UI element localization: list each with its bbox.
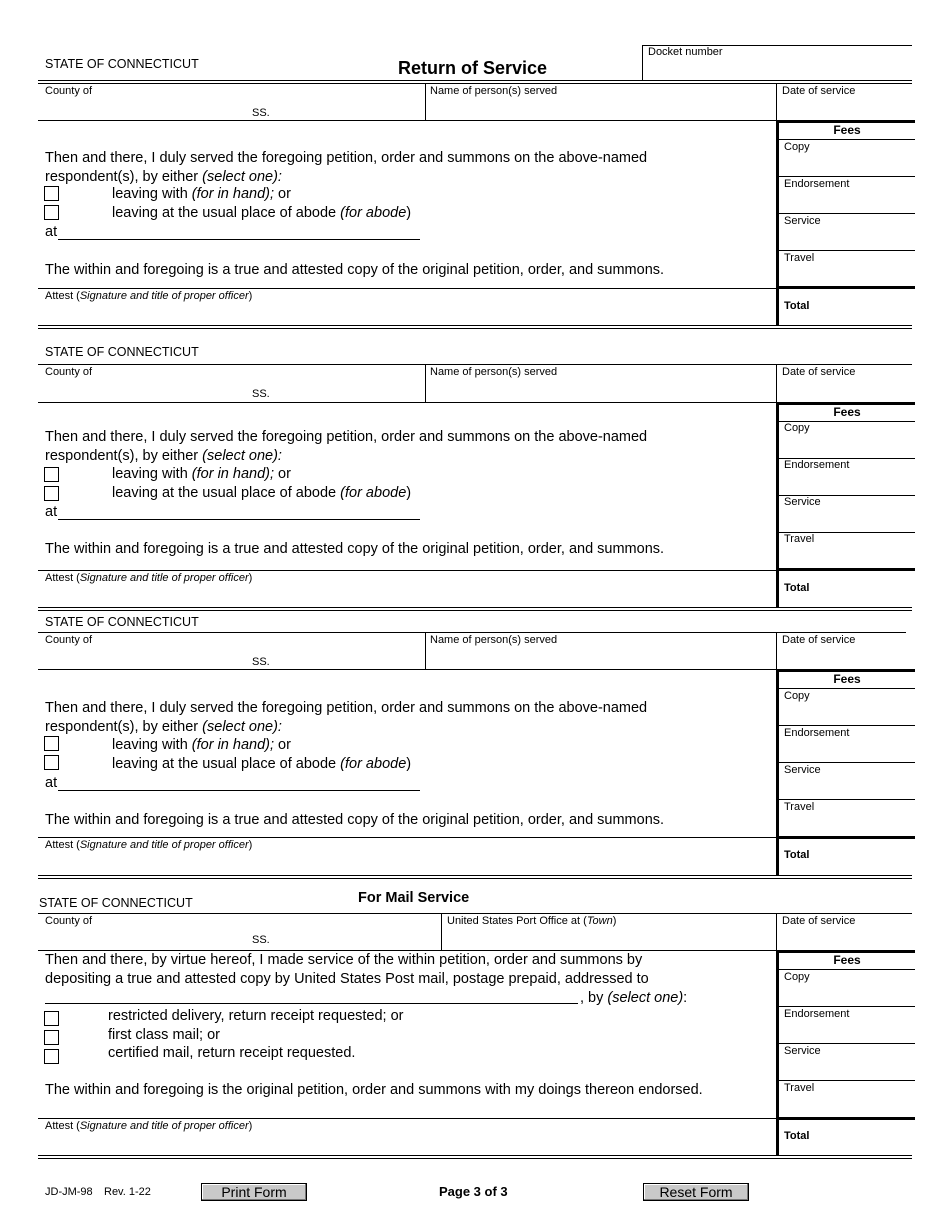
fees-table <box>776 950 915 1156</box>
rule <box>38 837 776 838</box>
attest-signature-field[interactable] <box>40 1132 770 1154</box>
ss-label: SS. <box>252 388 270 400</box>
fee-travel-label: Travel <box>784 252 815 264</box>
restricted-delivery-label: restricted delivery, return receipt requested; or <box>108 1008 404 1024</box>
certified-mail-label: certified mail, return receipt requested. <box>108 1045 356 1061</box>
name-served-field[interactable] <box>428 646 773 669</box>
divider <box>425 83 426 121</box>
served-statement: Then and there, I duly served the foregoing petition, order and summons on the above-named respondent(s), by either (select one): <box>45 429 648 464</box>
county-label: County of <box>45 634 93 646</box>
fees-title: Fees <box>833 123 861 137</box>
attested-copy-statement: The within and foregoing is a true and attested copy of the original petition, order, and summons. <box>45 262 665 278</box>
revision: Rev. 1-22 <box>104 1186 151 1198</box>
fees-table <box>776 669 915 875</box>
divider <box>776 632 777 670</box>
docket-label: Docket number <box>648 46 723 58</box>
served-statement: Then and there, I duly served the foregoing petition, order and summons on the above-named respondent(s), by either (select one): <box>45 700 648 735</box>
fee-total-label: Total <box>784 582 810 594</box>
fee-total-label: Total <box>784 849 810 861</box>
print-form-button[interactable]: Print Form <box>201 1183 307 1201</box>
fees-table <box>776 120 915 326</box>
name-served-field[interactable] <box>428 378 773 401</box>
fee-copy-label: Copy <box>784 971 810 983</box>
date-of-service-field[interactable] <box>780 927 910 949</box>
rule <box>38 288 776 289</box>
county-field[interactable] <box>40 96 420 120</box>
in-hand-label: leaving with (for in hand); or <box>112 737 291 753</box>
attest-signature-field[interactable] <box>40 851 770 873</box>
original-statement: The within and foregoing is the original petition, order and summons with my doings thereon endorsed. <box>45 1082 703 1098</box>
certified-mail-checkbox[interactable] <box>44 1049 59 1064</box>
fee-total-label: Total <box>784 300 810 312</box>
section-double-rule <box>38 1155 912 1159</box>
form-title: Return of Service <box>398 58 548 78</box>
post-office-label: United States Port Office at (Town) <box>447 915 617 927</box>
divider <box>425 364 426 402</box>
served-statement: Then and there, I duly served the foregoing petition, order and summons on the above-named respondent(s), by either (select one): <box>45 150 648 185</box>
name-served-field[interactable] <box>428 97 773 120</box>
in-hand-checkbox[interactable] <box>44 467 59 482</box>
first-class-checkbox[interactable] <box>44 1030 59 1045</box>
name-served-label: Name of person(s) served <box>430 634 558 646</box>
ss-label: SS. <box>252 656 270 668</box>
date-of-service-label: Date of service <box>782 915 856 927</box>
fee-service-label: Service <box>784 764 821 776</box>
page-indicator: Page 3 of 3 <box>439 1184 508 1199</box>
at-label: at <box>45 224 58 240</box>
fee-service-label: Service <box>784 1045 821 1057</box>
rule <box>38 364 912 365</box>
fee-travel-label: Travel <box>784 1082 815 1094</box>
fee-endorsement-label: Endorsement <box>784 1008 850 1020</box>
date-of-service-field[interactable] <box>780 97 910 120</box>
rule <box>38 669 776 670</box>
rule <box>38 120 776 121</box>
state-label: STATE OF CONNECTICUT <box>45 615 199 629</box>
mail-statement: Then and there, by virtue hereof, I made service of the within petition, order and summons by depositing a true and attested copy by United States Post mail, postage prepaid, addressed to <box>45 952 649 987</box>
in-hand-checkbox[interactable] <box>44 186 59 201</box>
abode-checkbox[interactable] <box>44 486 59 501</box>
at-label: at <box>45 775 58 791</box>
divider <box>425 632 426 670</box>
rule <box>38 1118 776 1119</box>
attest-label: Attest (Signature and title of proper officer) <box>45 290 253 302</box>
divider <box>776 364 777 402</box>
county-label: County of <box>45 915 93 927</box>
rule <box>38 402 776 403</box>
select-one-label: , by (select one): <box>580 990 688 1006</box>
fee-copy-label: Copy <box>784 422 810 434</box>
county-field[interactable] <box>40 926 435 950</box>
first-class-label: first class mail; or <box>108 1027 220 1043</box>
fees-table <box>776 402 915 608</box>
abode-checkbox[interactable] <box>44 755 59 770</box>
abode-label: leaving at the usual place of abode (for abode) <box>112 205 412 221</box>
mail-service-title: For Mail Service <box>358 890 470 906</box>
at-label: at <box>45 504 58 520</box>
date-of-service-field[interactable] <box>780 646 910 669</box>
section-double-rule <box>38 875 912 879</box>
fee-copy-label: Copy <box>784 690 810 702</box>
county-label: County of <box>45 366 93 378</box>
docket-number-field[interactable] <box>648 60 910 80</box>
fees-title: Fees <box>833 672 861 686</box>
date-of-service-label: Date of service <box>782 85 856 97</box>
name-served-label: Name of person(s) served <box>430 366 558 378</box>
state-label: STATE OF CONNECTICUT <box>45 345 199 359</box>
ss-label: SS. <box>252 934 270 946</box>
abode-checkbox[interactable] <box>44 205 59 220</box>
post-office-field[interactable] <box>444 927 773 949</box>
county-field[interactable] <box>40 377 420 401</box>
section-double-rule <box>38 325 912 329</box>
state-label: STATE OF CONNECTICUT <box>45 57 199 71</box>
fee-endorsement-label: Endorsement <box>784 459 850 471</box>
fee-copy-label: Copy <box>784 141 810 153</box>
divider <box>776 913 777 950</box>
fee-total-label: Total <box>784 1130 810 1142</box>
attest-label: Attest (Signature and title of proper officer) <box>45 1120 253 1132</box>
header-double-rule <box>38 80 912 84</box>
abode-label: leaving at the usual place of abode (for abode) <box>112 485 412 501</box>
at-address-field[interactable] <box>58 239 420 240</box>
at-address-field[interactable] <box>58 790 420 791</box>
attest-label: Attest (Signature and title of proper officer) <box>45 839 253 851</box>
attest-signature-field[interactable] <box>40 584 770 606</box>
attest-signature-field[interactable] <box>40 302 770 324</box>
fees-title: Fees <box>833 405 861 419</box>
in-hand-checkbox[interactable] <box>44 736 59 751</box>
fee-endorsement-label: Endorsement <box>784 178 850 190</box>
fee-travel-label: Travel <box>784 533 815 545</box>
ss-label: SS. <box>252 107 270 119</box>
state-label: STATE OF CONNECTICUT <box>39 896 193 910</box>
docket-divider <box>642 45 643 81</box>
county-label: County of <box>45 85 93 97</box>
fee-endorsement-label: Endorsement <box>784 727 850 739</box>
attested-copy-statement: The within and foregoing is a true and attested copy of the original petition, order, and summons. <box>45 812 665 828</box>
fee-travel-label: Travel <box>784 801 815 813</box>
rule <box>38 570 776 571</box>
at-address-field[interactable] <box>58 519 420 520</box>
fee-service-label: Service <box>784 496 821 508</box>
abode-label: leaving at the usual place of abode (for abode) <box>112 756 412 772</box>
section-double-rule <box>38 607 912 611</box>
county-field[interactable] <box>40 645 420 669</box>
restricted-delivery-checkbox[interactable] <box>44 1011 59 1026</box>
divider <box>441 913 442 950</box>
attested-copy-statement: The within and foregoing is a true and attested copy of the original petition, order, and summons. <box>45 541 665 557</box>
divider <box>776 83 777 121</box>
rule <box>38 913 912 914</box>
reset-form-button[interactable]: Reset Form <box>643 1183 749 1201</box>
date-of-service-label: Date of service <box>782 366 856 378</box>
mail-address-field[interactable] <box>45 1003 578 1004</box>
date-of-service-field[interactable] <box>780 378 910 401</box>
in-hand-label: leaving with (for in hand); or <box>112 186 291 202</box>
in-hand-label: leaving with (for in hand); or <box>112 466 291 482</box>
date-of-service-label: Date of service <box>782 634 856 646</box>
fees-title: Fees <box>833 953 861 967</box>
name-served-label: Name of person(s) served <box>430 85 558 97</box>
attest-label: Attest (Signature and title of proper officer) <box>45 572 253 584</box>
form-id: JD-JM-98 <box>45 1186 93 1198</box>
fee-service-label: Service <box>784 215 821 227</box>
